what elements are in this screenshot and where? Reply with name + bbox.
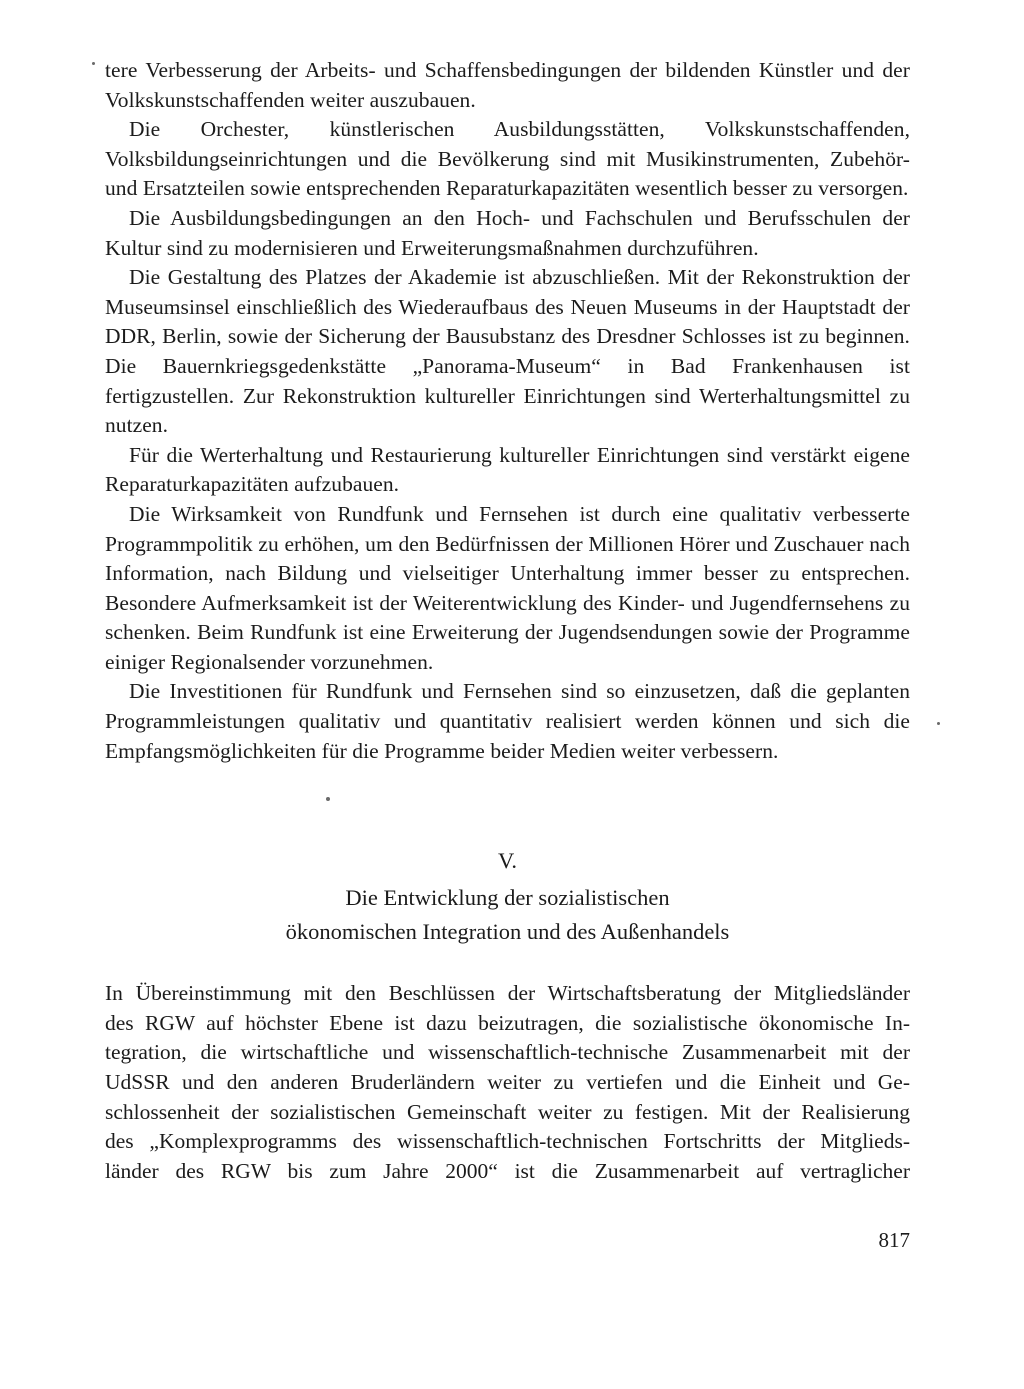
section-line: länder des RGW bis zum Jahre 2000“ ist die Zusammenarbeit auf vertraglicher <box>105 1158 910 1183</box>
page-number: 817 <box>878 1228 910 1252</box>
paragraph-6: Die Wirksamkeit von Rundfunk und Fernsehen ist durch eine qualitativ verbesserte Programmpolitik zu erhöhen, um den Bedürfnissen der Millionen Hörer und Zuschauer nach Information, nach Bildung und vielseitiger Unterhaltung immer besser zu entsprechen. Besondere Aufmerksamkeit ist der Weiterentwicklung des Kinder- und Jugendfernsehens zu schenken. Beim Rundfunk ist eine Erweiterung der Jugendsendungen sowie der Programme einiger Regionalsender vorzunehmen. <box>105 501 910 674</box>
paragraph-4: Die Gestaltung des Platzes der Akademie ist abzuschließen. Mit der Rekonstruktion der Museumsinsel einschließlich des Wiederaufbaus des Neuen Museums in der Hauptstadt der DDR, Berlin, sowie der Sicherung der Bausubstanz des Dresdner Schlosses ist zu beginnen. Die Bauernkriegsgedenkstätte „Panorama-Museum“ in Bad Frankenhausen ist fertigzustellen. Zur Rekonstruktion kultureller Einrichtungen sind Werterhaltungsmittel zu nutzen. <box>105 265 910 438</box>
paragraph-2: Die Orchester, künstlerischen Ausbildungsstätten, Volkskunstschaffenden, Volksbildungseinrichtungen und die Bevölkerung sind mit Musikinstrumenten, Zubehör- und Ersatzteilen sowie entsprechenden Reparaturkapazitäten wesentlich besser zu versorgen. <box>105 117 910 201</box>
paragraph-3: Die Ausbildungsbedingungen an den Hoch- und Fachschulen und Berufsschulen der Kultur sind zu modernisieren und Erweiterungsmaßnahmen durchzuführen. <box>105 205 910 260</box>
section-line: schlossenheit der sozialistischen Gemeinschaft weiter zu festigen. Mit der Realisierung <box>105 1099 910 1124</box>
paragraph-5: Für die Werterhaltung und Restaurierung kultureller Einrichtungen sind verstärkt eigene Reparaturkapazitäten aufzubauen. <box>105 442 910 497</box>
section-line: UdSSR und den anderen Bruderländern weiter zu vertiefen und die Einheit und Ge- <box>105 1070 910 1095</box>
section-line: In Übereinstimmung mit den Beschlüssen der Wirtschaftsberatung der Mitgliedsländer <box>105 981 910 1006</box>
section-line: des „Komplexprogramms des wissenschaftlich-technischen Fortschritts der Mitglieds- <box>105 1129 910 1154</box>
section-line: tegration, die wirtschaftliche und wissenschaftlich-technische Zusammenarbeit mit der <box>105 1040 910 1065</box>
paragraph-1: tere Verbesserung der Arbeits- und Schaffensbedingungen der bildenden Künstler und der Volkskunstschaffenden weiter auszubauen. <box>105 58 910 112</box>
page-body <box>105 56 910 1186</box>
section-numeral: V. <box>498 848 517 874</box>
section-paragraph <box>105 979 910 1186</box>
section-title-line-2: ökonomischen Integration und des Außenhandels <box>285 919 730 945</box>
paragraph-7: Die Investitionen für Rundfunk und Fernsehen sind so einzusetzen, daß die geplanten Programmleistungen qualitativ und quantitativ realisiert werden können und sich die Empfangsmöglichkeiten für die Programme beider Medien weiter verbessern. <box>105 679 910 763</box>
section-heading <box>105 844 910 949</box>
scan-speck <box>92 62 95 65</box>
scan-speck <box>937 722 940 725</box>
section-line: des RGW auf höchster Ebene ist dazu beizutragen, die sozialistische ökonomische In- <box>105 1010 910 1035</box>
section-title-line-1: Die Entwicklung der sozialistischen <box>345 885 670 911</box>
